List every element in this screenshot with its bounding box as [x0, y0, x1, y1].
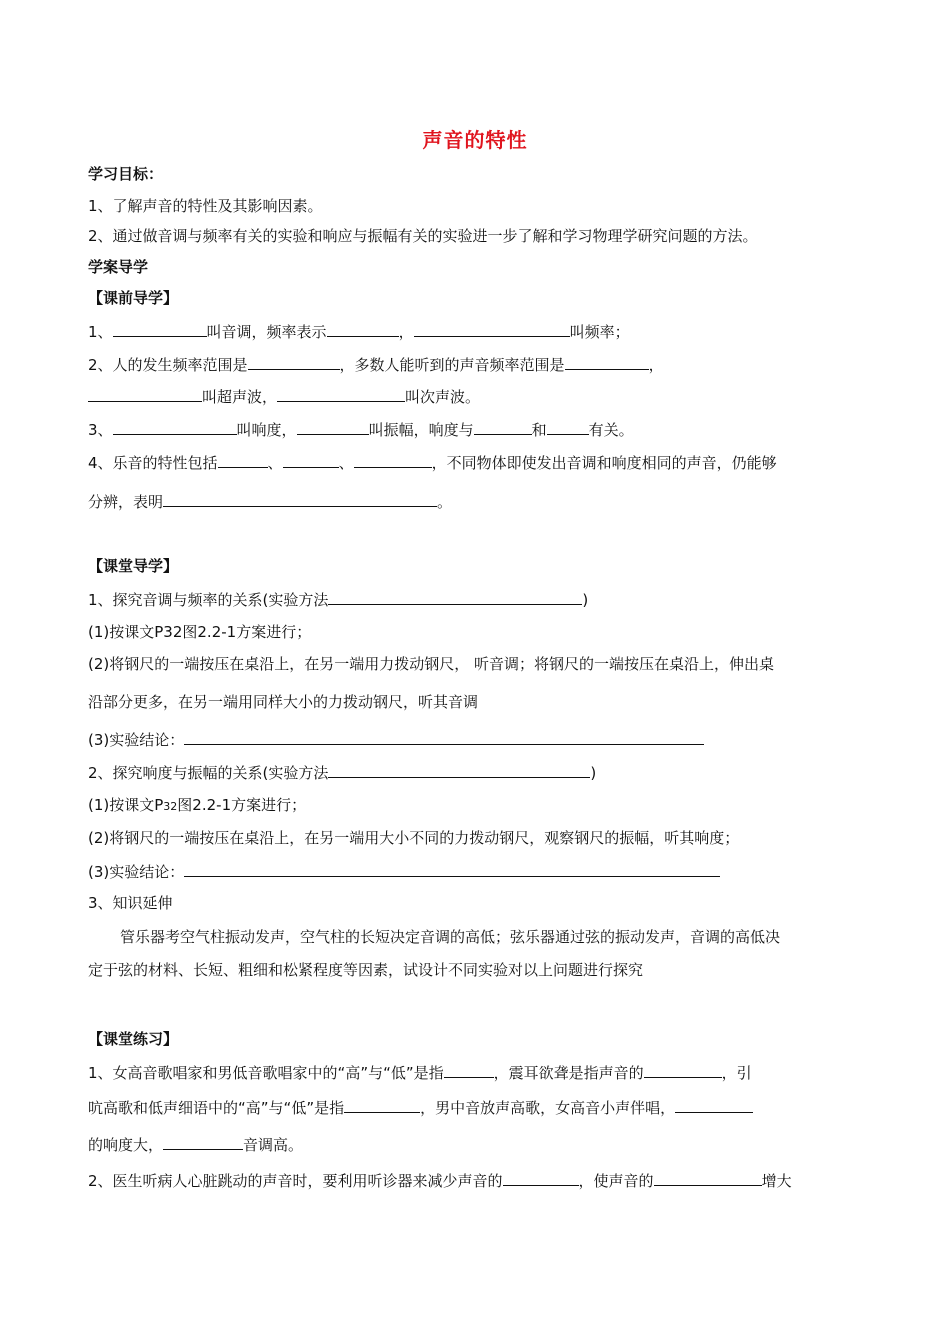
page-subscript: 32 — [163, 800, 178, 813]
text: 叫次声波。 — [405, 388, 481, 406]
answer-blank[interactable] — [328, 762, 590, 778]
text: 有关。 — [588, 421, 634, 439]
answer-blank[interactable] — [474, 419, 532, 435]
text: 3、 — [88, 421, 113, 439]
text: 、 — [338, 454, 354, 472]
text: 分辨，表明 — [88, 493, 164, 511]
answer-blank[interactable] — [218, 452, 268, 468]
pre-question-4-cont — [88, 491, 452, 512]
answer-blank[interactable] — [283, 452, 339, 468]
answer-blank[interactable] — [444, 1062, 494, 1078]
text: (3)实验结论： — [88, 731, 185, 749]
text: 和 — [531, 421, 547, 439]
answer-blank[interactable] — [547, 419, 589, 435]
pre-question-2 — [88, 354, 664, 375]
answer-blank[interactable] — [328, 589, 582, 605]
answer-blank[interactable] — [113, 419, 237, 435]
experiment-1-step-2: (2)将钢尺的一端按压在桌沿上，在另一端用力拨动钢尺， 听音调；将钢尺的一端按压在桌沿上，伸出桌 — [88, 655, 775, 673]
text: 1、女高音歌唱家和男低音歌唱家中的“高”与“低”是指 — [88, 1064, 444, 1082]
experiment-1-conclusion — [88, 729, 704, 750]
text: 2、医生听病人心脏跳动的声音时，要利用听诊器来减少声音的 — [88, 1172, 503, 1190]
text: (3)实验结论： — [88, 863, 185, 881]
answer-blank[interactable] — [113, 321, 207, 337]
answer-blank[interactable] — [88, 386, 202, 402]
text: ，引 — [721, 1064, 752, 1082]
guide-heading: 学案导学 — [88, 258, 149, 276]
extension-paragraph-1: 管乐器考空气柱振动发声，空气柱的长短决定音调的高低；弦乐器通过弦的振动发声，音调的高低决 — [120, 928, 781, 946]
text: 叫音调，频率表示 — [206, 323, 327, 341]
page-title: 声音的特性 — [422, 128, 528, 152]
text: ，使声音的 — [578, 1172, 654, 1190]
text: ，多数人能听到的声音频率范围是 — [339, 356, 565, 374]
text: (1)按课文P — [88, 796, 164, 814]
answer-blank[interactable] — [644, 1062, 722, 1078]
text: ， — [648, 356, 664, 374]
answer-blank[interactable] — [503, 1170, 579, 1186]
experiment-1-step-2-cont: 沿部分更多，在另一端用同样大小的力拨动钢尺，听其音调 — [88, 693, 479, 711]
pre-question-3 — [88, 419, 634, 440]
text: 叫频率； — [569, 323, 630, 341]
experiment-2-step-1 — [88, 795, 306, 817]
text: 的响度大， — [88, 1136, 164, 1154]
text: ，男中音放声高歌，女高音小声伴唱， — [420, 1099, 676, 1117]
pre-question-4 — [88, 452, 777, 473]
in-class-heading: 【课堂导学】 — [88, 557, 179, 575]
experiment-2-conclusion — [88, 861, 720, 882]
experiment-2 — [88, 762, 596, 783]
text: 吭高歌和低声细语中的“高”与“低”是指 — [88, 1099, 345, 1117]
answer-blank[interactable] — [248, 354, 340, 370]
answer-blank[interactable] — [327, 321, 399, 337]
text: ，震耳欲聋是指声音的 — [493, 1064, 644, 1082]
text: 1、 — [88, 323, 113, 341]
text: 1、探究音调与频率的关系(实验方法 — [88, 591, 329, 609]
pre-question-1 — [88, 321, 630, 342]
practice-question-1-cont-2 — [88, 1134, 303, 1155]
text: ， — [398, 323, 414, 341]
extension-heading: 3、知识延伸 — [88, 894, 173, 912]
answer-blank[interactable] — [184, 729, 704, 745]
experiment-1 — [88, 589, 588, 610]
answer-blank[interactable] — [163, 1134, 243, 1150]
answer-blank[interactable] — [184, 861, 720, 877]
text: 、 — [267, 454, 283, 472]
text: 2、探究响度与振幅的关系(实验方法 — [88, 764, 329, 782]
answer-blank[interactable] — [414, 321, 570, 337]
pre-class-heading: 【课前导学】 — [88, 289, 179, 307]
answer-blank[interactable] — [277, 386, 405, 402]
text: ) — [590, 764, 597, 782]
answer-blank[interactable] — [354, 452, 432, 468]
answer-blank[interactable] — [675, 1097, 753, 1113]
extension-paragraph-2: 定于弦的材料、长短、粗细和松紧程度等因素，试设计不同实验对以上问题进行探究 — [88, 961, 644, 979]
text: 图2.2-1方案进行； — [177, 796, 307, 814]
goal-item-1: 1、了解声音的特性及其影响因素。 — [88, 197, 323, 215]
goal-item-2: 2、通过做音调与频率有关的实验和响应与振幅有关的实验进一步了解和学习物理学研究问题的方法。 — [88, 227, 758, 245]
text: 增大 — [761, 1172, 792, 1190]
text: 音调高。 — [243, 1136, 304, 1154]
text: 4、乐音的特性包括 — [88, 454, 218, 472]
answer-blank[interactable] — [565, 354, 649, 370]
text: 叫振幅，响度与 — [368, 421, 474, 439]
practice-question-1-cont — [88, 1097, 753, 1118]
text: ，不同物体即使发出音调和响度相同的声音，仍能够 — [431, 454, 777, 472]
text: ) — [582, 591, 589, 609]
experiment-1-step-1: (1)按课文P32图2.2-1方案进行； — [88, 623, 312, 641]
pre-question-2-cont — [88, 386, 480, 407]
practice-heading: 【课堂练习】 — [88, 1030, 179, 1048]
text: 。 — [437, 493, 453, 511]
practice-question-2 — [88, 1170, 792, 1191]
answer-blank[interactable] — [344, 1097, 420, 1113]
text: 2、人的发生频率范围是 — [88, 356, 248, 374]
goals-heading: 学习目标： — [88, 165, 164, 183]
text: 叫响度， — [236, 421, 297, 439]
answer-blank[interactable] — [163, 491, 437, 507]
answer-blank[interactable] — [297, 419, 369, 435]
practice-question-1 — [88, 1062, 752, 1083]
text: 叫超声波， — [202, 388, 278, 406]
answer-blank[interactable] — [654, 1170, 762, 1186]
experiment-2-step-2: (2)将钢尺的一端按压在桌沿上，在另一端用大小不同的力拨动钢尺，观察钢尺的振幅，听其响度； — [88, 829, 740, 847]
